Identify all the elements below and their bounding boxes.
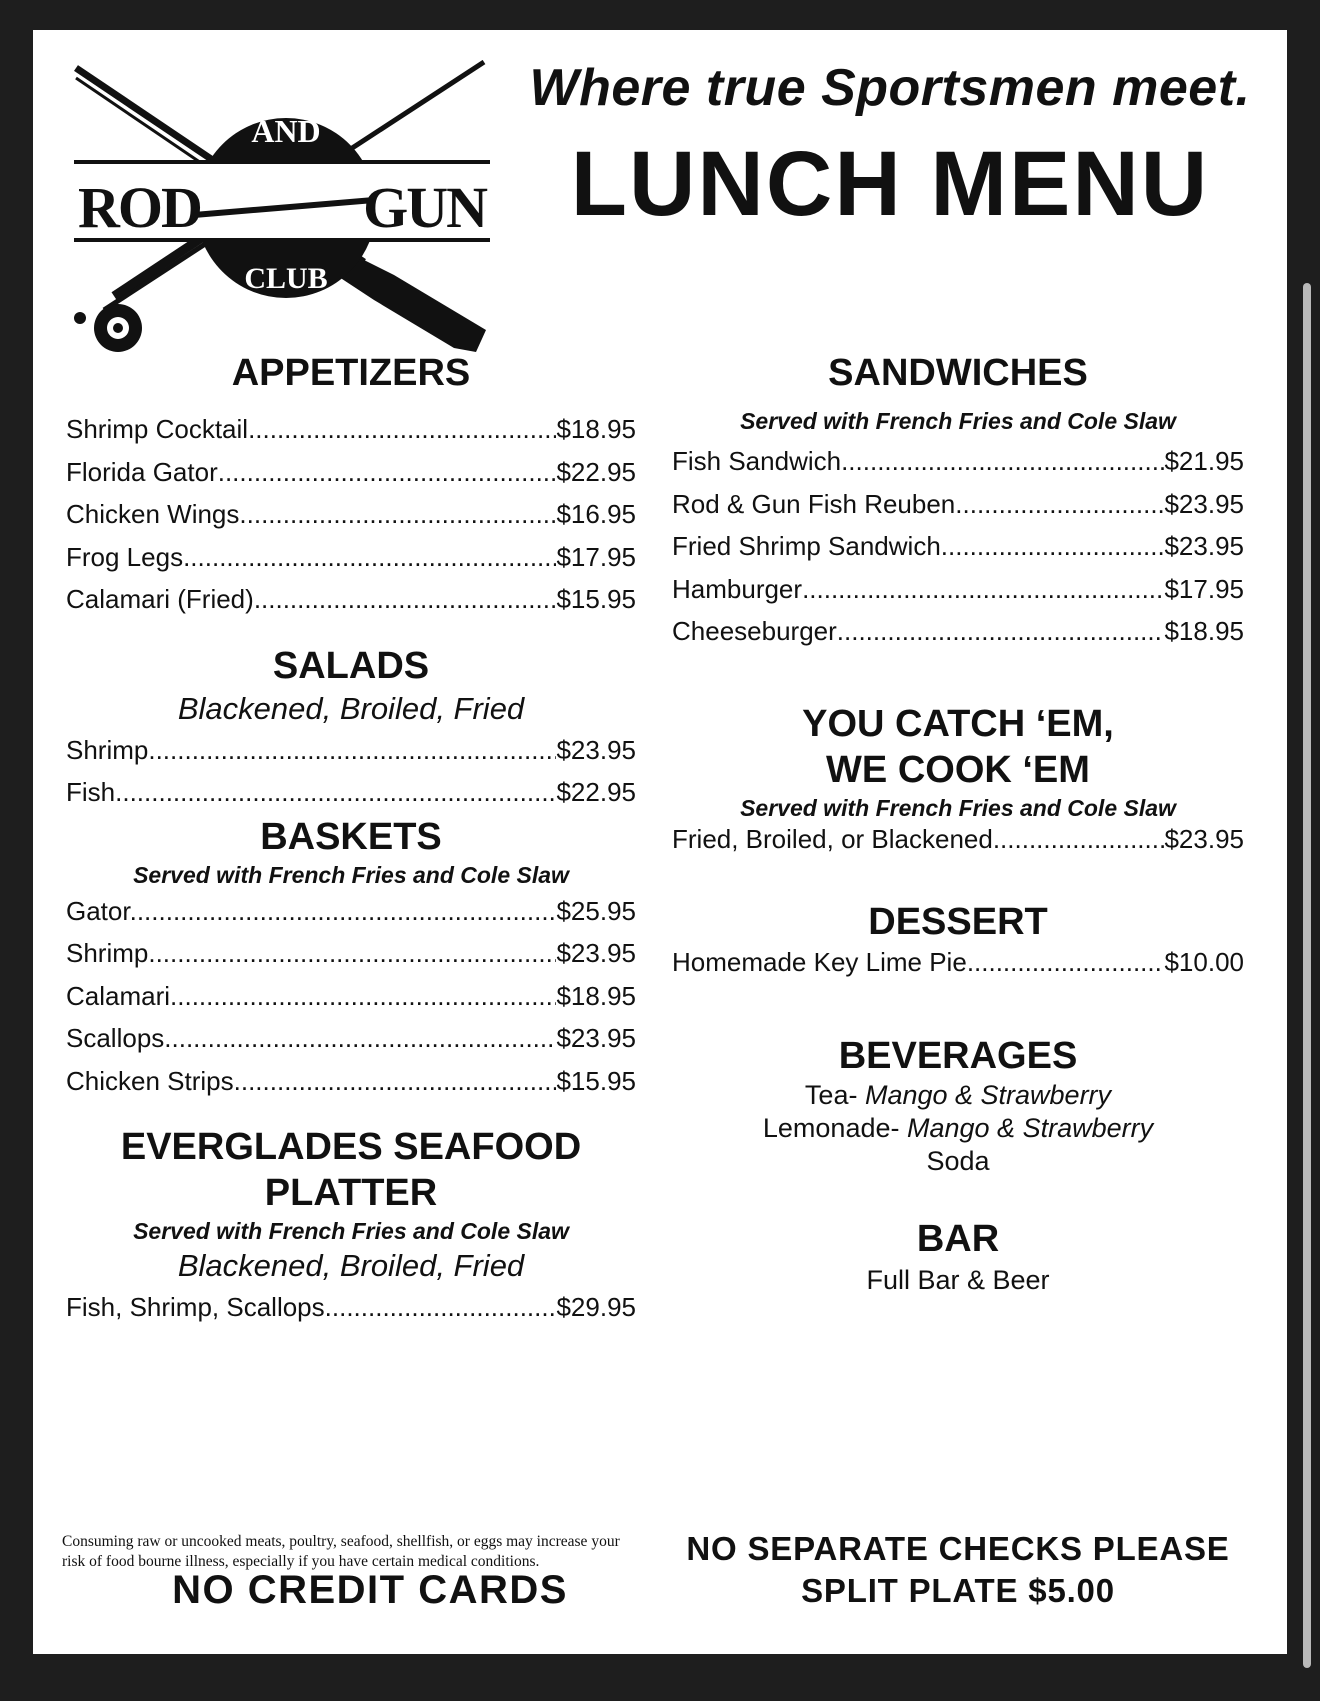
section-heading: YOU CATCH ‘EM, xyxy=(802,702,1114,745)
item-price: $22.95 xyxy=(556,456,636,487)
appetizers-section xyxy=(66,350,636,621)
item-price: $23.95 xyxy=(1164,531,1244,561)
menu-item xyxy=(66,408,636,451)
item-price: $21.95 xyxy=(1164,446,1244,476)
item-price: $25.95 xyxy=(556,895,636,926)
menu-item xyxy=(66,1286,636,1329)
menu-item xyxy=(672,610,1244,653)
section-heading: BASKETS xyxy=(260,815,442,858)
menu-item xyxy=(672,568,1244,611)
item-name: Shrimp xyxy=(66,734,149,765)
baskets-section xyxy=(66,814,636,1103)
item-price: $23.95 xyxy=(1164,823,1244,854)
section-note: Served with French Fries and Cole Slaw xyxy=(133,861,569,888)
svg-text:ROD: ROD xyxy=(78,175,201,240)
section-note: Served with French Fries and Cole Slaw xyxy=(133,1218,569,1244)
right-column xyxy=(672,350,1244,1297)
item-name: Fish Sandwich xyxy=(672,446,842,476)
section-heading: BAR xyxy=(916,1217,1000,1260)
menu-item xyxy=(66,1017,636,1060)
salads-section xyxy=(66,643,636,814)
item-price: $10.00 xyxy=(1164,946,1244,977)
page-title: LUNCH MENU xyxy=(570,133,1210,235)
menu-item xyxy=(66,578,636,621)
section-heading: SANDWICHES xyxy=(828,352,1088,394)
menu-item xyxy=(66,771,636,814)
item-name: Chicken Strips xyxy=(66,1065,234,1096)
section-heading-line2: WE COOK ‘EM xyxy=(826,748,1090,791)
preparation-styles: Blackened, Broiled, Fried xyxy=(177,1248,525,1283)
item-name: Shrimp xyxy=(66,938,149,968)
item-price: $16.95 xyxy=(556,499,636,529)
menu-item xyxy=(66,1060,636,1103)
svg-text:GUN: GUN xyxy=(363,175,486,240)
split-plate-fee: SPLIT PLATE $5.00 xyxy=(801,1572,1115,1609)
menu-item xyxy=(66,890,636,933)
bar-text: Full Bar & Beer xyxy=(866,1264,1050,1295)
bar-section xyxy=(672,1216,1244,1297)
section-heading: EVERGLADES SEAFOOD xyxy=(120,1126,582,1168)
beverages-section xyxy=(672,1033,1244,1178)
section-heading: DESSERT xyxy=(868,900,1048,943)
section-heading: APPETIZERS xyxy=(231,352,471,394)
menu-item xyxy=(66,451,636,494)
beverage-flavors: Mango & Strawberry xyxy=(907,1112,1154,1143)
item-price: $18.95 xyxy=(556,414,636,444)
item-name: Fish xyxy=(66,777,116,807)
item-name: Rod & Gun Fish Reuben xyxy=(672,488,956,519)
item-price: $29.95 xyxy=(556,1292,636,1322)
checks-notice xyxy=(672,1528,1244,1612)
section-note: Served with French Fries and Cole Slaw xyxy=(740,794,1176,821)
preparation-styles: Blackened, Broiled, Fried xyxy=(177,690,525,726)
item-name: Homemade Key Lime Pie xyxy=(672,946,967,977)
item-price: $18.95 xyxy=(1164,616,1244,646)
item-name: Calamari xyxy=(66,980,171,1011)
food-safety-disclaimer xyxy=(62,1532,662,1572)
item-price: $17.95 xyxy=(556,541,636,572)
section-heading: BEVERAGES xyxy=(838,1034,1078,1077)
sandwiches-section xyxy=(672,350,1244,653)
section-note: Served with French Fries and Cole Slaw xyxy=(740,408,1176,434)
no-credit-cards-notice: NO CREDIT CARDS xyxy=(172,1568,568,1612)
menu-item xyxy=(66,932,636,975)
left-column xyxy=(66,350,636,1329)
item-name: Gator.. xyxy=(66,895,145,926)
item-price: $17.95 xyxy=(1164,573,1244,604)
section-heading-line2: PLATTER xyxy=(264,1172,438,1214)
item-name: Fried, Broiled, or Blackened xyxy=(672,823,993,854)
tagline: Where true Sportsmen meet. xyxy=(529,59,1251,117)
menu-item xyxy=(66,493,636,536)
beverage-line xyxy=(672,1145,1244,1178)
section-heading: SALADS xyxy=(272,644,430,687)
item-name: Cheeseburger xyxy=(672,616,837,646)
item-price: $23.95 xyxy=(556,938,636,968)
menu-item xyxy=(66,536,636,579)
item-name: Fish, Shrimp, Scallops xyxy=(66,1292,325,1322)
beverage-flavors: Mango & Strawberry xyxy=(864,1079,1112,1110)
dessert-section xyxy=(672,899,1244,979)
menu-item xyxy=(672,483,1244,526)
item-name: Frog Legs xyxy=(66,541,184,572)
disclaimer-line: Consuming raw or uncooked meats, poultry, seafood, shellfish, or eggs may increase your xyxy=(62,1533,620,1550)
catch-section xyxy=(672,701,1244,855)
seafood-platter-section xyxy=(66,1124,636,1329)
disclaimer-line: risk of food bourne illness, especially if you have certain medical conditions. xyxy=(62,1553,540,1570)
beverage-name: Soda xyxy=(926,1145,990,1176)
menu-item xyxy=(66,975,636,1018)
menu-item xyxy=(672,440,1244,483)
item-name: Hamburger xyxy=(672,573,803,604)
svg-text:AND: AND xyxy=(251,113,321,149)
item-name: Fried Shrimp Sandwich xyxy=(672,531,941,561)
item-price: $15.95 xyxy=(556,1065,636,1096)
no-separate-checks: NO SEPARATE CHECKS PLEASE xyxy=(686,1530,1230,1567)
item-price: $23.95 xyxy=(556,734,636,765)
menu-item xyxy=(66,729,636,772)
menu-item xyxy=(672,945,1244,979)
rod-and-gun-club-logo xyxy=(74,60,490,355)
item-price: $23.95 xyxy=(1164,488,1244,519)
item-price: $23.95 xyxy=(556,1023,636,1053)
item-name: Scallops xyxy=(66,1023,165,1053)
item-name: Calamari (Fried) xyxy=(66,584,254,614)
item-price: $18.95 xyxy=(556,980,636,1011)
item-price: $22.95 xyxy=(556,777,636,807)
beverage-line xyxy=(672,1079,1244,1112)
vertical-scrollbar[interactable] xyxy=(1303,283,1311,1668)
beverage-line xyxy=(672,1112,1244,1145)
item-price: $15.95 xyxy=(556,584,636,614)
item-name: Chicken Wings xyxy=(66,499,240,529)
menu-item xyxy=(672,525,1244,568)
beverage-name: Lemonade- xyxy=(762,1112,907,1143)
svg-text:CLUB: CLUB xyxy=(244,262,328,295)
menu-item xyxy=(672,823,1244,855)
item-name: Florida Gator xyxy=(66,456,218,487)
beverage-name: Tea- xyxy=(804,1079,865,1110)
item-name: Shrimp Cocktail xyxy=(66,414,249,444)
